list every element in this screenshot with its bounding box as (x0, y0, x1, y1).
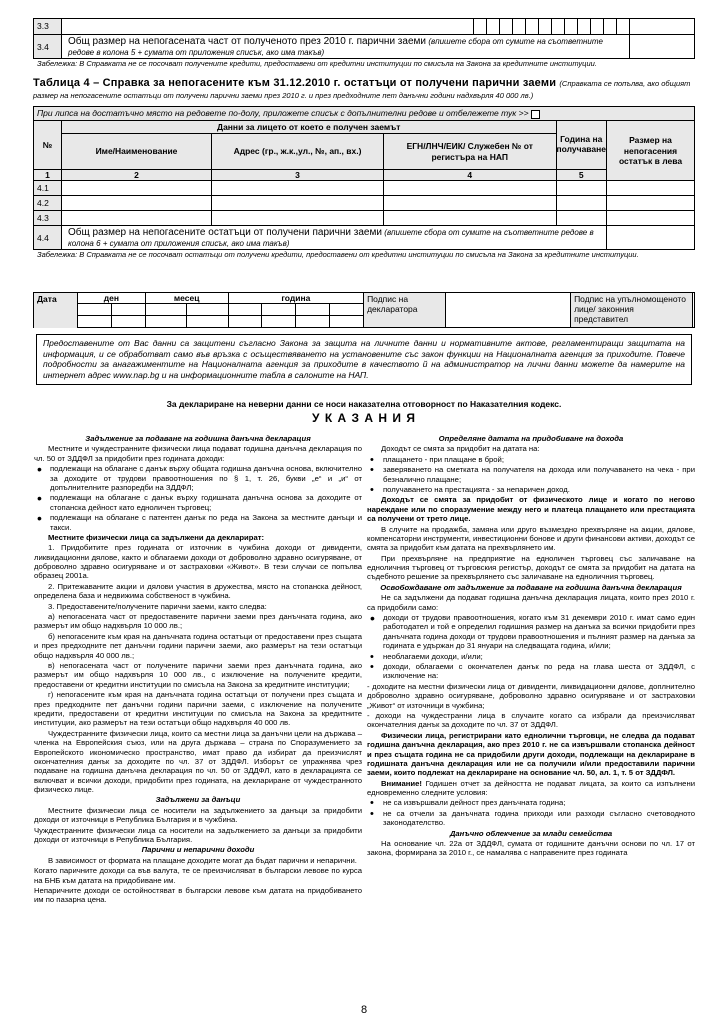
table-row: 4.1 (34, 181, 695, 196)
signature-table (33, 292, 695, 328)
col-number: 3 (212, 170, 384, 181)
paragraph: На основание чл. 22а от ЗДДФЛ, сумата от годишните данъчни основи по чл. 17 от закона, формирана за 2010 г., се намалява с направените през годината (367, 839, 695, 858)
total-row: 4.4 Общ размер на непогасените остатъци от получени парични заеми (впишете сбора от сумите на съответните редове в колона 6 + сумата от приложения списък, ако има такъв) (34, 226, 695, 250)
list-item: • не са отчели за данъчната година приходи или разходи съгласно счетоводното законодателство. (367, 809, 695, 828)
section-heading: Освобождаване от задължение за подаване на годишна данъчна декларация (380, 582, 682, 592)
table4-title: Таблица 4 – Справка за непогасените към 31.12.2010 г. остатъци от получени парични заеми (Справката се попълва, ако общият размер на непогасените остатъци от получени парични заеми през 2010 г. и през предходните пет данъчни години надхвърля 40 000 лв.) (33, 77, 691, 100)
col-egn-header: ЕГН/ЛНЧ/ЕИК/ Служебен № от регистъра на НАП (384, 134, 557, 170)
instructions-heading: У К А З А Н И Я (312, 411, 416, 425)
bullet-list (367, 613, 695, 681)
list-item: • заверяването на сметката на получателя на дохода или получаването на чека - при безналично плащане; (367, 465, 695, 484)
year-digit-input[interactable] (296, 304, 330, 316)
total-loans-description: Общ размер на непогасената част от полученото през 2010 г. парични заеми (впишете сбора от сумите на съответните редове в колона 5 + сумата от приложения списък, ако има такъв) (62, 35, 630, 59)
paragraph: Не са задължени да подават годишна данъчна декларация лицата, които през 2010 г. са придобили само: (367, 593, 695, 612)
instructions-left-column (34, 434, 362, 906)
paragraph: 3. Предоставените/получените парични заеми, както следва: (48, 601, 267, 611)
group-header: Данни за лицето от което е получен заемът (62, 121, 557, 134)
section-heading: Парични и непарични доходи (141, 845, 255, 855)
list-item: • доходи, облагаеми с окончателен данък по реда на глава шеста от ЗДДФЛ, с изключение на: (367, 662, 695, 681)
privacy-notice: Предоставените от Вас данни са защитени съгласно Закона за защита на личните данни и нормативните актове, регламентиращи защитата на информация, и се обработват само във връзка с осъществяването на установените със закон функции на Националната агенция за приходите. Повече подробности за анагажиментите на Националната агенция за приходите в качеството й на администратор на лични данни можете да намерите на интернет адрес www.nap.bg и на информационните табла в салоните на НАП. (36, 334, 692, 385)
paragraph: 2. Притежаваните акции и дялови участия в дружества, място на стопанска дейност, определена база и недвижима собственост в чужбина. (34, 581, 362, 601)
day-digit-input[interactable] (78, 304, 112, 316)
list-item: • подлежащи на облагане с данък върху общата годишна данъчна основа, включително за доходите от трудови правоотношения по § 1, т. 26, букви „е“ и „и“ от допълнителните разпоредби на ЗДДФЛ; (34, 464, 362, 492)
month-digit-input[interactable] (145, 304, 186, 316)
egn-input[interactable] (384, 196, 557, 211)
paragraph: Местните физически лица са задължени да декларират: (48, 532, 265, 542)
paragraph: 1. Придобитите през годината от източник в чужбина доходи от дивиденти, ликвидационни дялове, както и облагаеми доходи от доброволно здравно осигуряване, от доброволно здравно осигуряване и от застраховки «Живот». В тези случаи се попълва образец 2001а. (34, 543, 362, 581)
year-digit-input[interactable] (330, 304, 364, 316)
year-digit-input[interactable] (228, 304, 262, 316)
egn-input[interactable] (384, 211, 557, 226)
paragraph: Местните и чуждестранните физически лица подават годишна данъчна декларация по чл. 50 от ЗДДФЛ за придобити през годината доходи: (34, 444, 362, 463)
year-label: година (228, 293, 364, 304)
paragraph: Чуждестранните физически лица са носители на задължението за данъци за придобити доходи от източници в Република България. (34, 825, 362, 845)
table4-block (33, 106, 695, 260)
bullet-list (367, 455, 695, 495)
list-item: • подлежащи на облагане с патентен данък по реда на Закона за местните данъци и такси. (34, 513, 362, 532)
list-item: • плащането - при плащане в брой; (367, 455, 695, 464)
paragraph: В случите на продажба, замяна или друго възмездно прехвърляне на акции, дялове, компенсаторни инструменти, инвестиционни бонове и други финансови активи, доходът се смята за придобит към датата на прехвърлянето им. (367, 524, 695, 553)
col-year-header: Година на получаване (556, 121, 607, 170)
address-input[interactable] (212, 196, 384, 211)
top-table-block (33, 18, 695, 69)
paragraph: б) непогасените към края на данъчната година остатъци от предоставени през същата и през предходните пет данъчни години парични заеми, ако размерът на тези остатъци общо надхвърля 40 000 лв.; (34, 631, 362, 660)
col-number: 4 (384, 170, 557, 181)
list-item: • доходи от трудови правоотношения, когато към 31 декември 2010 г. имат само един работодател и той е определил годишния размер на данъка за всички придобити през данъчната година доходи от трудови правоотношения и пълният размер на данъка за годината е удържан до 31 януари на следващата година, и/или; (367, 613, 695, 651)
year-input[interactable] (556, 211, 607, 226)
paragraph: а) непогасената част от предоставените парични заеми през данъчната година, ако размерът им общо надхвърля 10 000 лв.; (34, 612, 362, 631)
paragraph: Когато паричните доходи са във валута, те се преизчисляват в български левове по курса на БНБ към датата на придобиване им. (34, 866, 362, 885)
section-heading: Задължение за подаване на годишна данъчна декларация (85, 434, 311, 443)
col-number: 5 (556, 170, 607, 181)
declarator-signature-field[interactable] (446, 293, 571, 328)
list-item: • необлагаеми доходи, и/или; (367, 652, 695, 661)
total-amount-input[interactable] (630, 35, 695, 59)
amount-input[interactable] (607, 211, 695, 226)
liability-notice: За деклариране на неверни данни се носи наказателна отговорност по Наказателния кодекс. (166, 399, 562, 409)
table-row: 4.2 (34, 196, 695, 211)
representative-signature-field[interactable] (693, 293, 695, 328)
instructions-right-column (367, 434, 695, 859)
list-item: • не са извършвали дейност през данъчната година; (367, 798, 695, 807)
paragraph: - доходите на местни физически лица от дивиденти, ликвидационни дялове, доплнително доброволно здравно осигуряване, доброволно здравно осигуряване и от застраховки „Живот“ от източници в чужбина; (367, 681, 695, 710)
address-input[interactable] (212, 181, 384, 196)
amount-input[interactable] (607, 181, 695, 196)
paragraph: В зависимост от формата на плащане доходите могат да бъдат парични и непарични. (48, 855, 357, 865)
table-row: 4.3 (34, 211, 695, 226)
day-label: ден (78, 293, 146, 304)
signature-block (33, 292, 695, 328)
paragraph: Доходът се смята за придобит на датата на: (381, 444, 540, 454)
col-address-header: Адрес (гр., ж.к.,ул., №, ап., вх.) (212, 134, 384, 170)
egn-input[interactable] (384, 181, 557, 196)
paragraph: Местните физически лица се носители на задължението за данъци за придобити доходи от източници в Република България и в чужбина. (34, 805, 362, 825)
address-input[interactable] (212, 211, 384, 226)
row-number: 3.4 (34, 35, 62, 59)
list-item: • подлежащи на облагане с данък върху годишната данъчна основа за доходите от стопанска дейност като едноличен търговец; (34, 493, 362, 512)
paragraph: Непаричните доходи се остойностяват в български левове към датата на придобиването им по пазарна цена. (34, 885, 362, 905)
name-input[interactable] (62, 196, 212, 211)
amount-input[interactable] (630, 19, 695, 35)
col-number: 1 (34, 170, 62, 181)
paragraph: в) непогасената част от получените парични заеми през данъчната година, ако размерът им общо надхвърля 10 000 лв., с изключение на получените кредити, предоставени от кредитни институции по смисъла на Закона за кредитните институции; (34, 660, 362, 689)
col-no-header: № (34, 121, 62, 170)
top-table (33, 18, 695, 59)
col-amount-header: Размер на непогасения остатък в лева (607, 121, 695, 181)
overflow-note-cell: При липса на достатъчно място на редовете по-долу, приложете списък с допълнителни редове и отбележете тук >> (34, 107, 695, 121)
page-number: 8 (360, 1004, 368, 1016)
overflow-checkbox[interactable] (531, 110, 540, 119)
section-heading: Определяне датата на придобиване на дохода (438, 434, 624, 443)
month-digit-input[interactable] (187, 304, 228, 316)
col-name-header: Име/Наименование (62, 134, 212, 170)
paragraph: Чуждестранните физически лица, които са местни лица за данъчни цели на държава – членка на Европейския съюз, или на друга държава – страна по Споразумението за Европейското икономическо пространство, имат право да избират да преизчислят окончателния данък за доходите по чл. 37 от ЗДДФЛ. Изборът се упражнява чрез подаване на годишна данъчна декларация по чл. 50 от ЗДДФЛ, като в декларацията се включват и всички доходи, придобити през годината, на деклариране от чуждестранното физическо лице. (34, 728, 362, 795)
paragraph: г) непогасените към края на данъчната година остатъци от получени през същата и през предходните пет данъчни години парични заеми, с изключение на получените кредити, предоставени от кредитни институции по смисъла на Закона за кредитните институции, ако размерът на тези остатъци общо надхвърля 40 000 лв. (34, 690, 362, 728)
paragraph: Внимание! Годишен отчет за дейността не подават лицата, за които са изпълнени едновременно следните условия: (367, 778, 695, 798)
amount-input[interactable] (607, 196, 695, 211)
day-digit-input[interactable] (111, 304, 145, 316)
table4 (33, 106, 695, 250)
row-text-cell (62, 19, 474, 35)
bullet-list (34, 464, 362, 532)
declarator-signature-label: Подпис на декларатора (364, 293, 446, 328)
note: Забележка: В Справката не се посочват остатъци от получени кредити, предоставени от кредитни институции по смисъла на Закона за кредитните институции. (37, 250, 639, 260)
total-amount-input[interactable] (607, 226, 695, 250)
total-description: Общ размер на непогасените остатъци от получени парични заеми (впишете сбора от сумите на съответните редове в колона 6 + сумата от приложения списък, ако има такъв) (62, 226, 607, 250)
row-number: 3.3 (34, 19, 62, 35)
col-number: 2 (62, 170, 212, 181)
paragraph: Физически лица, регистрирани като еднолични търговци, не следва да подават годишна данъчна декларация, ако през 2010 г. не са извършвали стопанска дейност и през същата година не са придобили други доходи, подлежащи на деклариране в годишната данъчна декларация или не са получили и/или предоставили парични заеми, които подлежат на деклариране на основание чл. 50, ал. 1, т. 5 от ЗДДФЛ. (367, 730, 695, 778)
representative-signature-label: Подпис на упълномощеното лице/ законния представител (571, 293, 693, 328)
year-input[interactable] (556, 196, 607, 211)
year-digit-input[interactable] (262, 304, 296, 316)
name-input[interactable] (62, 181, 212, 196)
bullet-list (367, 798, 695, 827)
year-input[interactable] (556, 181, 607, 196)
month-label: месец (145, 293, 228, 304)
note: Забележка: В Справката не се посочват получените кредити, предоставени от кредитни институции по смисъла на Закона за кредитните институции. (37, 59, 597, 69)
name-input[interactable] (62, 211, 212, 226)
section-heading: Задължени за данъци (155, 795, 241, 805)
list-item: • получаването на престацията - за непаричен доход. (367, 485, 695, 494)
paragraph: - доходи на чуждестранни лица в случаите когато са избрали да преизчисляват окончателния данък за доходите по чл. 37 от ЗДДФЛ. (367, 710, 695, 730)
date-label: Дата (34, 293, 78, 328)
paragraph: При прехвърляне на предприятие на едноличен търговец със заличаване на едноличния търговец от търговския регистър, доходът се смята за придобит на датата на съдебното решение за прехвърлянето със заличаване на едноличния търговец. (367, 553, 695, 582)
section-heading: Данъчно облекчение за млади семейства (449, 828, 613, 838)
paragraph: Доходът се смята за придобит от физическото лице и когато по негово нареждане или по споразумение между него и платеца плащането или престацията са получени от трето лице. (367, 495, 695, 524)
table4-title-block (33, 78, 695, 101)
